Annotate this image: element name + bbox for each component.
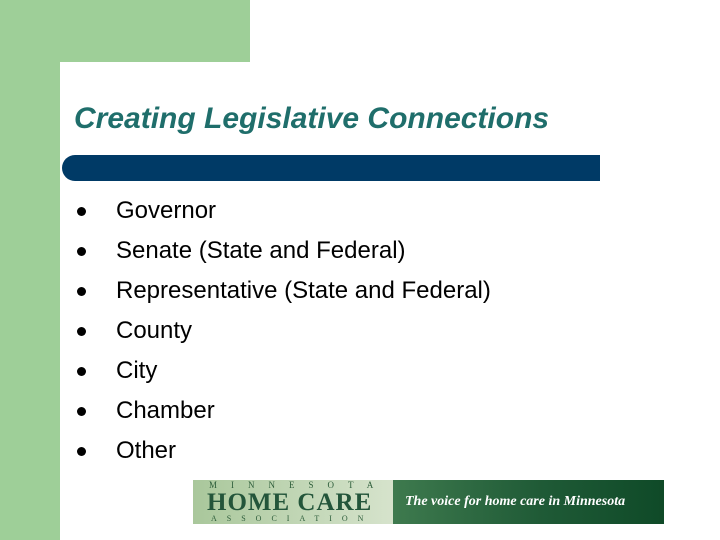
logo-top-text: MINNESOTA: [209, 480, 388, 490]
logo-main-text: HOME CARE: [207, 489, 373, 516]
bullet-dot-icon: [77, 287, 86, 296]
list-item: [74, 431, 491, 471]
bullet-dot-icon: [77, 447, 86, 456]
top-green-corner: [0, 0, 250, 62]
list-item: [74, 231, 491, 271]
list-item: [74, 271, 491, 311]
logo-wordmark: [193, 480, 393, 524]
logo-tagline-panel: [393, 480, 664, 524]
list-item: [74, 391, 491, 431]
bullet-text: County: [116, 317, 193, 344]
bullet-dot-icon: [77, 327, 86, 336]
association-logo-banner: [193, 480, 664, 524]
left-green-band: [0, 0, 60, 540]
bullet-text: Other: [116, 437, 177, 464]
bullet-text: Governor: [116, 197, 217, 224]
bullet-text: Chamber: [116, 397, 215, 424]
slide-title: Creating Legislative Connections: [74, 102, 550, 135]
bullet-text: Senate (State and Federal): [116, 237, 406, 264]
logo-bottom-text: ASSOCIATION: [211, 514, 374, 523]
bullet-text: City: [116, 357, 158, 384]
bullet-text: Representative (State and Federal): [116, 277, 491, 304]
bullet-list: [74, 191, 491, 471]
list-item: [74, 351, 491, 391]
bullet-dot-icon: [77, 367, 86, 376]
logo-tagline: The voice for home care in Minnesota: [405, 494, 626, 509]
bullet-dot-icon: [77, 247, 86, 256]
list-item: [74, 191, 491, 231]
list-item: [74, 311, 491, 351]
title-underline-bar: [62, 155, 600, 181]
bullet-dot-icon: [77, 407, 86, 416]
bullet-dot-icon: [77, 207, 86, 216]
